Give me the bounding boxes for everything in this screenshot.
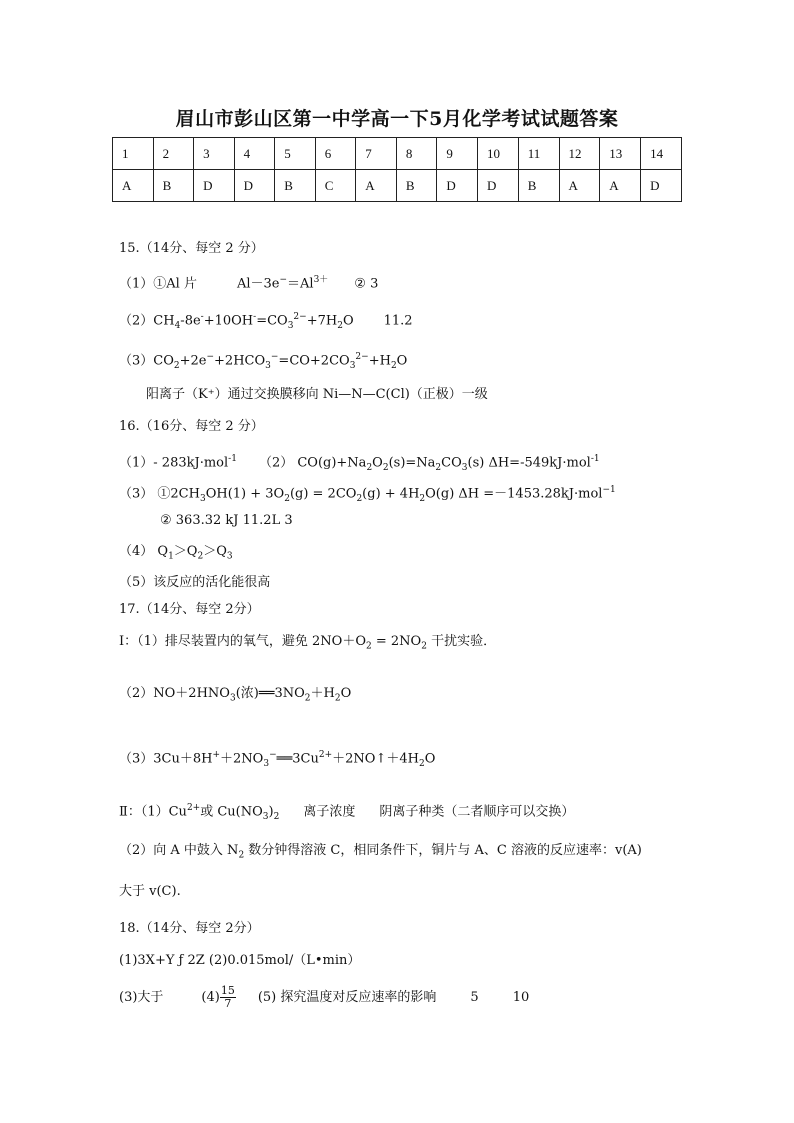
q16-part4: （4） $Q_1>Q_2>Q_3$ xyxy=(119,544,233,562)
answer-choice: D xyxy=(437,170,478,202)
answer-choice: B xyxy=(275,170,316,202)
q17-i-part2: $(2)NO+2HNO_3$(浓)$══3NO_2+H_2O$ xyxy=(119,686,352,704)
answer-number: 5 xyxy=(275,138,316,170)
answer-number: 7 xyxy=(356,138,397,170)
q18-part3-5: (3)大于 (4) $\frac{15}{7}$ (5) 探究温度对反应速率的影响 5 10 xyxy=(119,984,530,1010)
answer-choice: C xyxy=(315,170,356,202)
q15-part3: $(3)CO_2+2e^-+2HCO_3^-=CO+2CO_3^{2-}+H_2O$ xyxy=(119,352,408,371)
answer-choice: D xyxy=(234,170,275,202)
answer-choice: B xyxy=(396,170,437,202)
q16-part5: （5）该反应的活化能很高 xyxy=(119,575,271,590)
answer-number-row xyxy=(113,138,682,170)
answer-number: 2 xyxy=(153,138,194,170)
answer-choice: D xyxy=(641,170,682,202)
answer-number: 9 xyxy=(437,138,478,170)
q15-part1: （1）①Al 片 $Al-3e^-=Al^{3+}$ ② 3 xyxy=(119,275,379,292)
answer-number: 13 xyxy=(600,138,641,170)
answer-choice: D xyxy=(194,170,235,202)
answer-choice: A xyxy=(559,170,600,202)
q17-i-part1: Ⅰ：（1）排尽装置内的氧气，避免 $2NO+O_2 = 2NO_2$ 干扰实验． xyxy=(119,634,497,652)
q16-header: 16.（16分、每空 2 分） xyxy=(119,419,264,434)
fraction: $\frac{15}{7}$ xyxy=(220,984,235,1010)
answer-choice: D xyxy=(477,170,518,202)
answer-number: 3 xyxy=(194,138,235,170)
q16-part3: （3） $①2CH_3OH(1) + 3O_2(g) = 2CO_2(g) + 4H_2O(g)$ ΔH =－1453.28kJ·mol$^{-1}$ xyxy=(119,485,616,504)
answer-choice: A xyxy=(113,170,154,202)
answer-choice: B xyxy=(518,170,559,202)
answer-choice-row xyxy=(113,170,682,202)
answer-number: 6 xyxy=(315,138,356,170)
answer-choice: A xyxy=(600,170,641,202)
q17-ii-part2-cont: 大于 v(C). xyxy=(119,884,181,899)
answer-number: 1 xyxy=(113,138,154,170)
answer-number: 14 xyxy=(641,138,682,170)
q18-header: 18.（14分、每空 2分） xyxy=(119,921,260,936)
answer-number: 12 xyxy=(559,138,600,170)
answer-number: 4 xyxy=(234,138,275,170)
q15-part2: $(2)CH_4-8e^-+10OH^-=CO_3^{2-}+7H_2O$ 11.2 xyxy=(119,312,413,331)
q17-ii-part1: Ⅱ：$(1)Cu^{2+}$或 $Cu(NO_3)_2$ 离子浓度 阴离子种类（二者顺序可以交换） xyxy=(119,803,575,822)
answer-choice: A xyxy=(356,170,397,202)
q17-i-part3: $(3)3Cu+8H^++2NO_3^-══3Cu^{2+}+2NO↑+4H_2O$ xyxy=(119,750,436,769)
answer-choice: B xyxy=(153,170,194,202)
q15-header: 15.（14分、每空 2 分） xyxy=(119,241,264,256)
q16-part3-answers: ② 363.32 kJ 11.2L 3 xyxy=(160,513,293,528)
answer-number: 11 xyxy=(518,138,559,170)
answer-number: 8 xyxy=(396,138,437,170)
q17-header: 17.（14分、每空 2分） xyxy=(119,602,260,617)
q18-part1-2: (1)3X+Y ƒ 2Z (2)0.015mol/（L•min） xyxy=(119,953,361,968)
answer-table xyxy=(112,137,682,202)
page-title: 眉山市彭山区第一中学高一下5月化学考试试题答案 xyxy=(175,108,619,130)
q16-part1-2: （1）- 283kJ·mol$^{-1}$ （2） $CO(g)+Na_2O_2(s)=Na_2CO_3(s)$ ΔH=-549kJ·mol$^{-1}$ xyxy=(119,454,600,473)
q17-ii-part2: （2）向 A 中鼓入 $N_2$ 数分钟得溶液 C，相同条件下，铜片与 A、C 溶液的反应速率：v(A) xyxy=(119,843,642,861)
q15-part3-note: 阳离子（K⁺）通过交换膜移向 Ni—N—C(Cl)（正极）一级 xyxy=(146,387,488,402)
answer-number: 10 xyxy=(477,138,518,170)
